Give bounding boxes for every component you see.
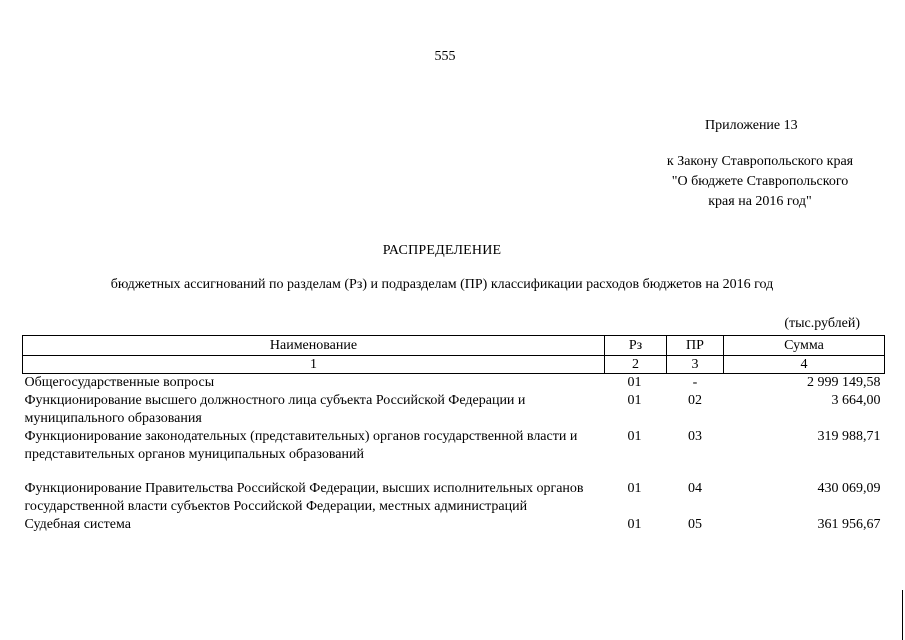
- row-rz: 01: [627, 375, 642, 390]
- row-sum: 430 069,09: [817, 481, 881, 496]
- units-label: (тыс.рублей): [784, 316, 860, 331]
- colnum-sum: 4: [724, 356, 885, 374]
- row-pr: 03: [688, 429, 702, 444]
- row-pr: 04: [688, 481, 702, 496]
- row-name: Функционирование законодательных (представительных) органов государственной власти и представительных органов муниципальных образований: [24, 429, 578, 462]
- header-rz: Рз: [605, 336, 667, 356]
- table-header-row: [23, 336, 885, 356]
- document-title: РАСПРЕДЕЛЕНИЕ: [382, 243, 502, 258]
- colnum-rz: 2: [605, 356, 667, 374]
- table-row: [23, 428, 885, 464]
- header-pr: ПР: [667, 336, 724, 356]
- row-name: Судебная система: [24, 517, 131, 532]
- budget-table: [22, 335, 885, 534]
- law-reference-line-2: "О бюджете Ставропольского: [671, 174, 849, 189]
- row-rz: 01: [627, 393, 642, 408]
- header-sum: Сумма: [724, 336, 885, 356]
- table-row: [23, 516, 885, 534]
- row-sum: 2 999 149,58: [807, 375, 881, 390]
- row-pr: -: [692, 375, 698, 390]
- row-spacer-cell: [23, 464, 885, 480]
- row-rz: 01: [627, 481, 642, 496]
- law-reference-line-1: к Закону Ставропольского края: [666, 154, 854, 169]
- scan-edge-mark: [902, 590, 903, 640]
- row-sum: 3 664,00: [831, 393, 881, 408]
- law-reference-line-3: края на 2016 год": [708, 194, 812, 209]
- header-name: Наименование: [23, 336, 605, 356]
- row-name: Общегосударственные вопросы: [24, 375, 215, 390]
- appendix-label: Приложение 13: [705, 118, 798, 133]
- row-spacer: [23, 464, 885, 480]
- colnum-pr: 3: [667, 356, 724, 374]
- colnum-name: 1: [23, 356, 605, 374]
- table-row: [23, 480, 885, 516]
- row-pr: 05: [688, 517, 702, 532]
- table-column-number-row: [23, 356, 885, 374]
- row-rz: 01: [627, 517, 642, 532]
- table-row: [23, 392, 885, 428]
- table-row: [23, 374, 885, 393]
- row-sum: 361 956,67: [817, 517, 881, 532]
- row-name: Функционирование высшего должностного лица субъекта Российской Федерации и муниципального образования: [24, 393, 526, 426]
- row-name: Функционирование Правительства Российской Федерации, высших исполнительных органов государственной власти субъектов Российской Федерации, местных администраций: [24, 481, 584, 514]
- row-sum: 319 988,71: [817, 429, 881, 444]
- document-subtitle: бюджетных ассигнований по разделам (Рз) и подразделам (ПР) классификации расходов бюджетов на 2016 год: [110, 277, 774, 292]
- row-rz: 01: [627, 429, 642, 444]
- law-reference: [640, 152, 880, 212]
- row-pr: 02: [688, 393, 702, 408]
- page-number: 555: [434, 49, 456, 64]
